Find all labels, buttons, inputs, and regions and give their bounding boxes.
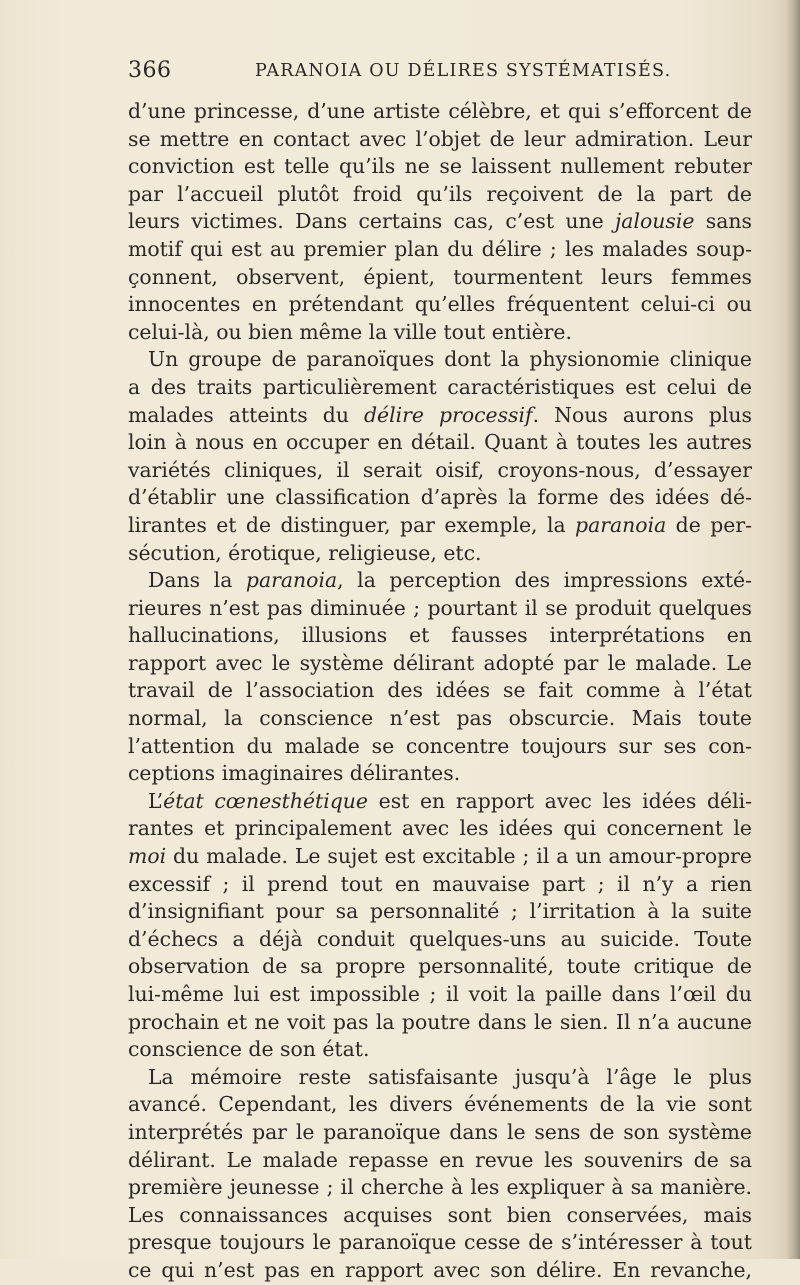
running-title: PARANOIA OU DÉLIRES SYSTÉMATISÉS.	[255, 61, 672, 81]
text-line: L’état cœnesthétique est en rapport avec les idées déli-	[148, 788, 753, 813]
text-line: celui-là, ou bien même la ville tout entière.	[128, 319, 572, 344]
text-line: rieures n’est pas diminuée ; pourtant il se produit quelques	[128, 595, 752, 620]
text-line: a des traits particulièrement caractéristiques est celui de	[128, 374, 752, 399]
italic-term: paranoia	[575, 512, 667, 537]
text-line: Les connaissances acquises sont bien conservées, mais	[128, 1202, 752, 1227]
text-line: d’une princesse, d’une artiste célèbre, et qui s’efforcent de	[128, 99, 752, 123]
body-text	[128, 98, 752, 1285]
text-line: malades atteints du délire processif. Nous aurons plus	[128, 402, 752, 427]
text-line: Dans la paranoia, la perception des impressions exté-	[148, 568, 752, 593]
italic-term: état cœnesthétique	[163, 788, 368, 813]
text-line: interprétés par le paranoïque dans le sens de son système	[128, 1119, 752, 1144]
text-line: prochain et ne voit pas la poutre dans le sien. Il n’a aucune	[128, 1009, 752, 1034]
text-line: travail de l’association des idées se fait comme à l’état	[128, 678, 752, 703]
text-line: variétés cliniques, il serait oisif, croyons-nous, d’essayer	[128, 457, 752, 482]
text-line: délirant. Le malade repasse en revue les souvenirs de sa	[128, 1147, 752, 1172]
text-line: par l’accueil plutôt froid qu’ils reçoivent de la part de	[128, 181, 752, 206]
text-line: sécution, érotique, religieuse, etc.	[128, 540, 482, 565]
text-line: innocentes en prétendant qu’elles fréquentent celui-ci ou	[128, 292, 752, 317]
text-line: conscience de son état.	[128, 1037, 370, 1062]
text-line: moi du malade. Le sujet est excitable ; il a un amour-propre	[128, 844, 752, 869]
text-line: lui-même lui est impossible ; il voit la paille dans l’œil du	[128, 982, 752, 1006]
text-line: excessif ; il prend tout en mauvaise part ; il n’y a rien	[128, 871, 752, 896]
text-line: hallucinations, illusions et fausses interprétations en	[128, 623, 752, 648]
text-line: se mettre en contact avec l’objet de leur admiration. Leur	[128, 126, 752, 151]
text-line: première jeunesse ; il cherche à les expliquer à sa manière.	[128, 1175, 752, 1200]
text-line: lirantes et de distinguer, par exemple, la paranoia de per-	[128, 512, 752, 537]
italic-term: paranoia	[245, 568, 338, 593]
text-line: presque toujours le paranoïque cesse de s’intéresser à tout	[128, 1230, 752, 1255]
text-line: La mémoire reste satisfaisante jusqu’à l’âge le plus	[148, 1064, 752, 1089]
text-line: çonnent, observent, épient, tourmentent leurs femmes	[128, 264, 752, 289]
text-line: observation de sa propre personnalité, toute critique de	[128, 954, 752, 979]
text-line: conviction est telle qu’ils ne se laissent nullement rebuter	[128, 154, 752, 179]
text-line: rantes et principalement avec les idées qui concernent le	[128, 816, 752, 841]
text-line: leurs victimes. Dans certains cas, c’est une jalousie sans	[128, 209, 752, 234]
text-line: d’échecs a déjà conduit quelques-uns au suicide. Toute	[128, 926, 752, 951]
text-line: loin à nous en occuper en détail. Quant à toutes les autres	[128, 430, 752, 455]
text-line: motif qui est au premier plan du délire ; les malades soup-	[128, 236, 752, 261]
text-line: rapport avec le système délirant adopté par le malade. Le	[128, 650, 752, 675]
page-edge-shadow	[786, 0, 800, 1259]
text-line: d’établir une classification d’après la forme des idées dé-	[128, 485, 752, 510]
text-line: Un groupe de paranoïques dont la physionomie clinique	[148, 347, 752, 372]
text-line: avancé. Cependant, les divers événements de la vie sont	[128, 1092, 752, 1117]
page-number: 366	[128, 58, 172, 83]
italic-term: jalousie	[614, 209, 695, 234]
text-line: ceptions imaginaires délirantes.	[128, 761, 461, 786]
running-header	[128, 58, 748, 88]
text-line: ce qui n’est pas en rapport avec son délire. En revanche,	[128, 1257, 752, 1282]
text-line: l’attention du malade se concentre toujours sur ses con-	[128, 733, 752, 758]
text-line: normal, la conscience n’est pas obscurcie. Mais toute	[128, 706, 752, 731]
italic-term: moi	[128, 844, 167, 869]
text-line: d’insignifiant pour sa personnalité ; l’irritation à la suite	[128, 899, 752, 924]
italic-term: délire processif	[364, 402, 533, 427]
